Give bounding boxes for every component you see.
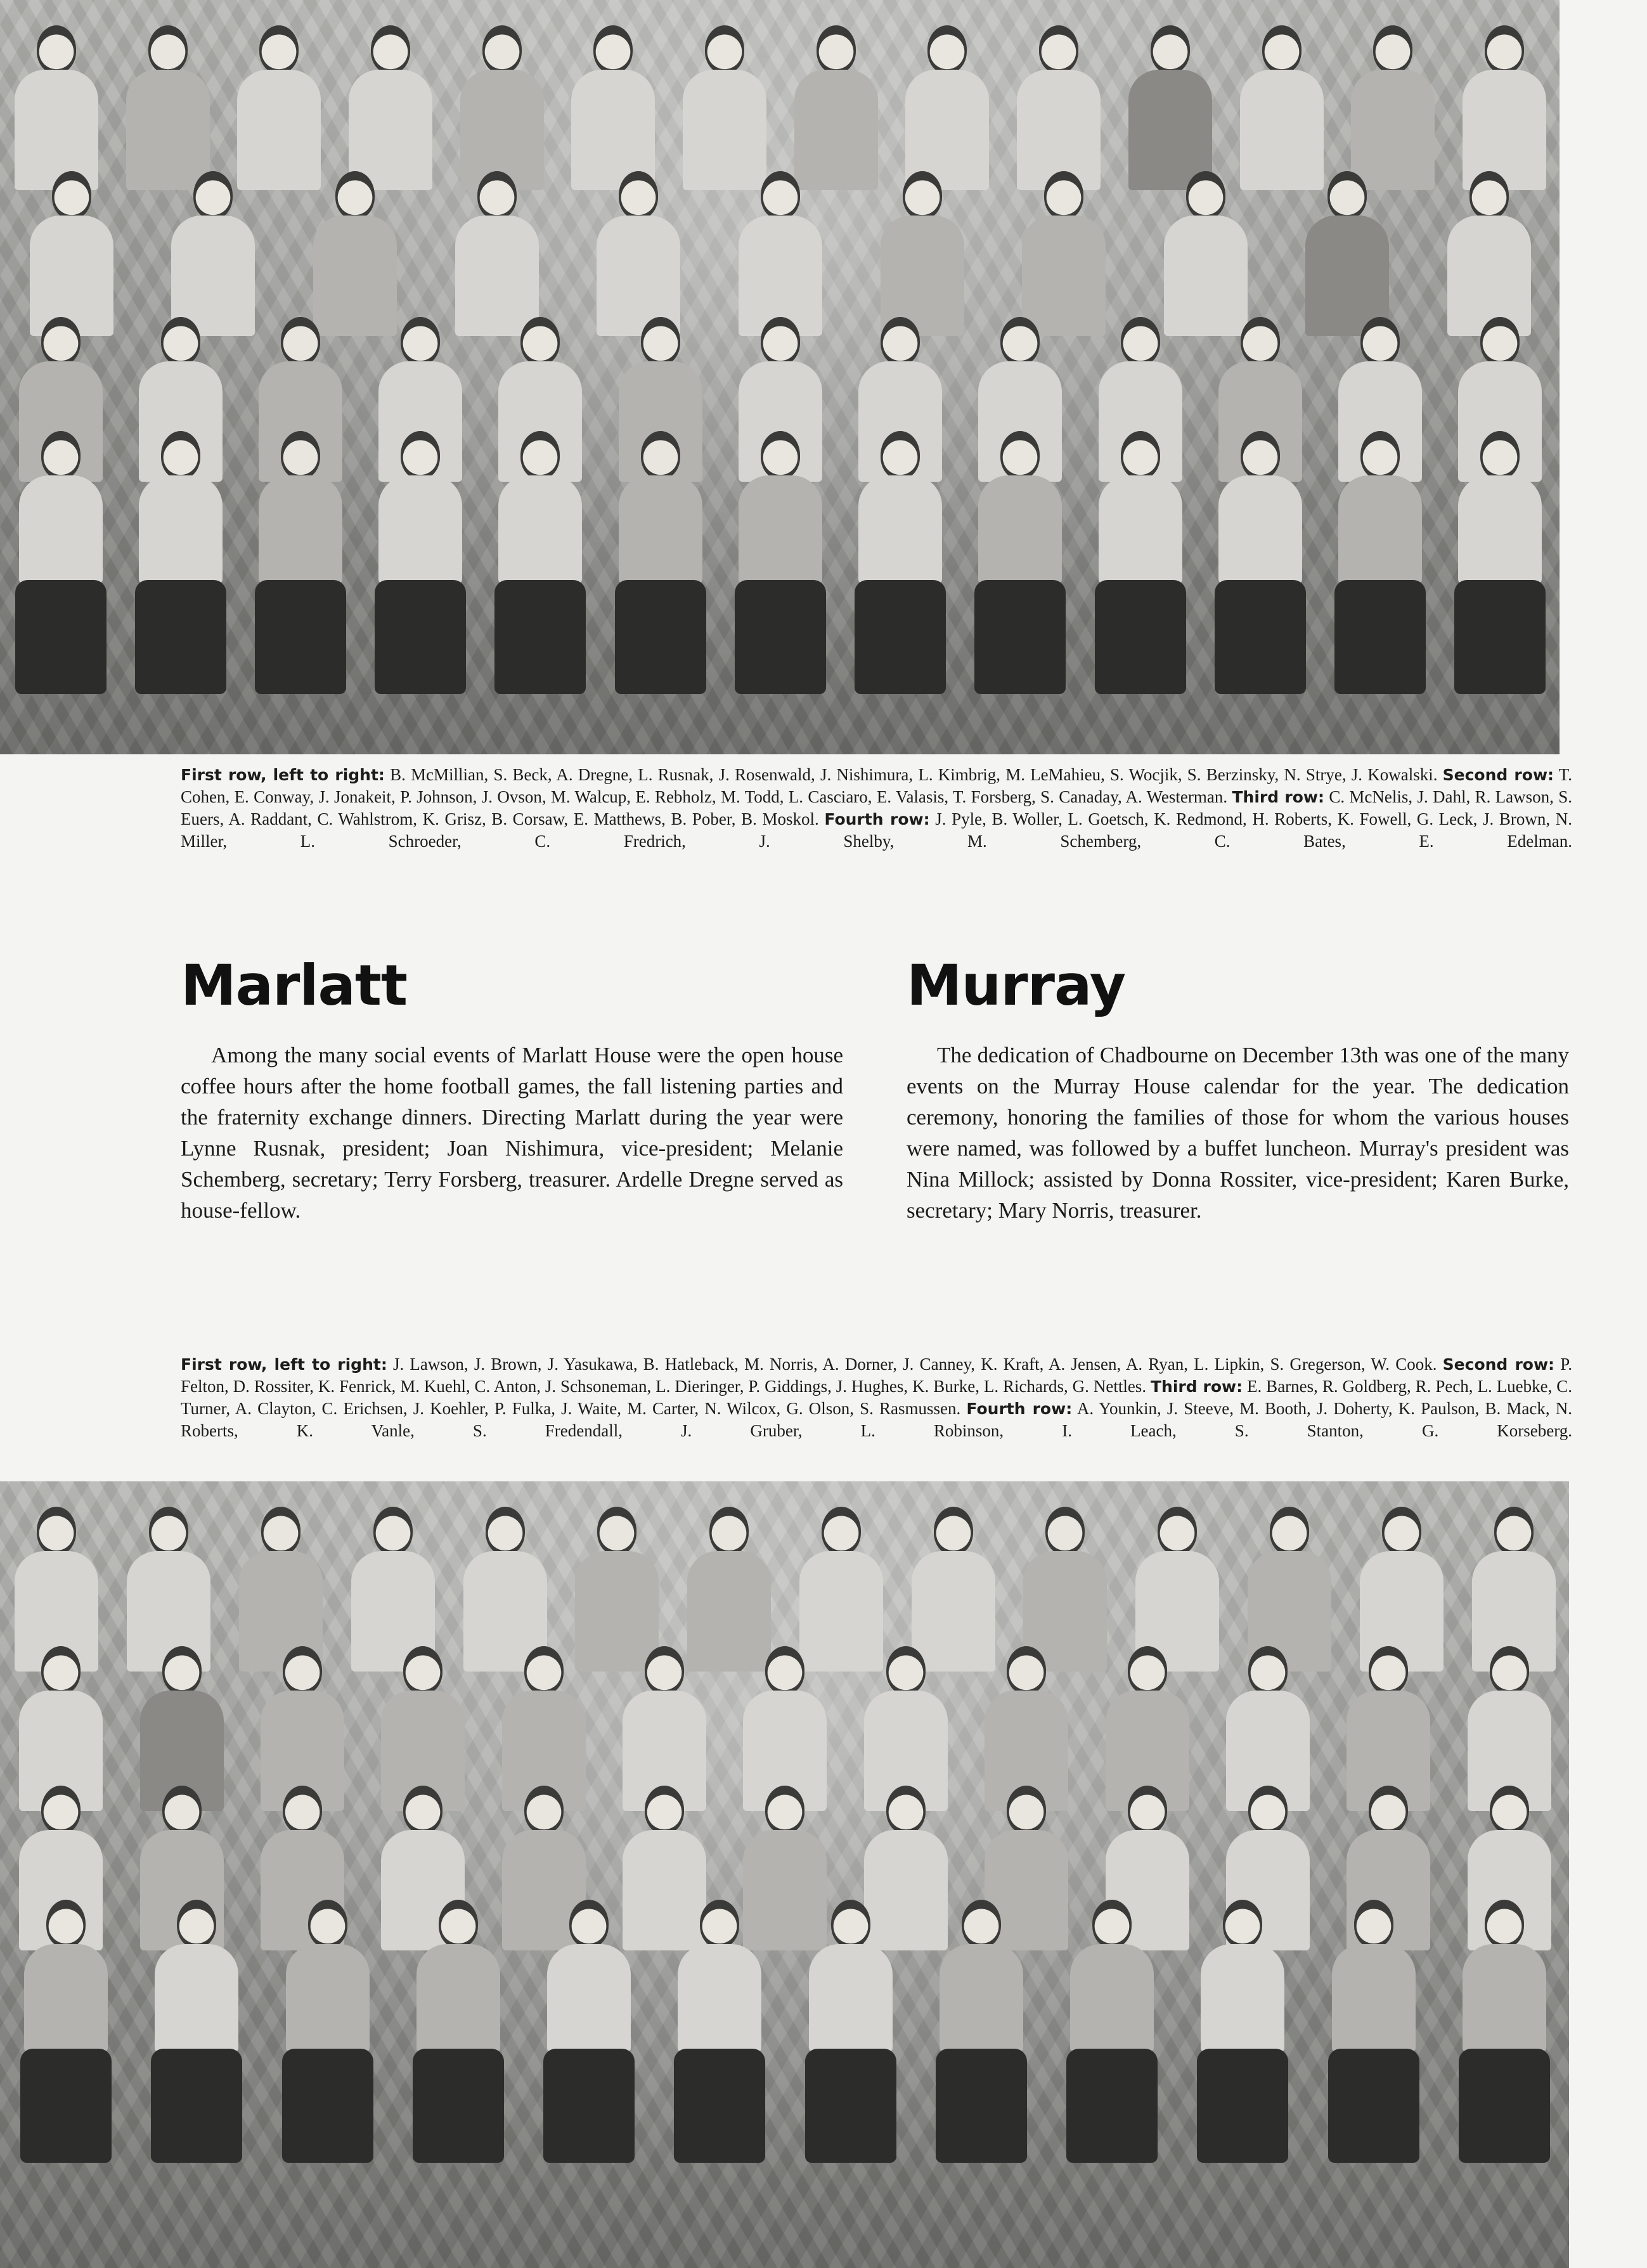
murray-photo-caption: [181, 1353, 1572, 1441]
person: [676, 25, 772, 190]
person: [410, 1900, 505, 2166]
murray-group-photo: [0, 1481, 1569, 2268]
person: [1345, 25, 1440, 190]
person: [231, 25, 326, 190]
person: [1212, 431, 1307, 697]
caption-row-names: B. McMillian, S. Beck, A. Dregne, L. Rusnak, J. Rosenwald, J. Nishimura, L. Kimbrig, M. LeMahieu, S. Wocjik, S. Berzinsky, N. Strye, J. Kowalski.: [384, 765, 1443, 784]
photo-front-row: [0, 431, 1560, 697]
person: [565, 25, 660, 190]
marlatt-photo-caption: [181, 764, 1572, 852]
person: [1158, 171, 1253, 336]
caption-row-label: Third row:: [1232, 788, 1324, 806]
caption-row-label: First row, left to right:: [181, 1355, 387, 1374]
person: [1092, 431, 1187, 697]
person: [788, 25, 883, 190]
caption-row-label: Fourth row:: [824, 810, 930, 828]
person: [612, 431, 707, 697]
person: [120, 25, 215, 190]
caption-row-names: E. Barnes, R. Goldberg, R. Pech, L. Luebke, C. Turner, A. Clayton, C. Erichsen, J. Koehler, P. Fulka, J. Waite, M. Carter, N. Wilcox, G. Olson, S. Rasmussen.: [181, 1377, 1573, 1418]
person: [1234, 25, 1329, 190]
person: [732, 171, 827, 336]
person: [492, 431, 587, 697]
caption-row-names: A. Younkin, J. Steeve, M. Booth, J. Doherty, K. Paulson, B. Mack, N. Roberts, K. Vanle, S. Fredendall, J. Gruber, L. Robinson, I. Leach, S. Stanton, G. Korseberg.: [181, 1399, 1572, 1440]
caption-row-names: T. Cohen, E. Conway, J. Jonakeit, P. Johnson, J. Ovson, M. Walcup, E. Rebholz, M. Todd, L. Casciaro, E. Valasis, T. Forsberg, S. Canaday, A. Westerman.: [181, 765, 1572, 806]
caption-row-names: P. Felton, D. Rossiter, K. Fenrick, M. Kuehl, C. Anton, J. Schsoneman, L. Dieringer, P. Giddings, J. Hughes, K. Burke, L. Richards, G. Nettles.: [181, 1355, 1572, 1396]
person: [23, 171, 119, 336]
person: [972, 431, 1067, 697]
person: [1016, 171, 1111, 336]
person: [590, 171, 685, 336]
person: [852, 431, 947, 697]
person: [132, 431, 228, 697]
photo-second-row: [0, 171, 1560, 336]
caption-row-names: J. Pyle, B. Woller, L. Goetsch, K. Redmond, H. Roberts, K. Fowell, G. Leck, J. Brown, N. Miller, L. Schroeder, C. Fredrich, J. Shelby, M. Schemberg, C. Bates, E. Edelman.: [181, 809, 1572, 851]
person: [541, 1900, 636, 2166]
person: [671, 1900, 766, 2166]
person: [1456, 25, 1551, 190]
person: [874, 171, 969, 336]
person: [1456, 1900, 1551, 2166]
marlatt-paragraph: Among the many social events of Marlatt House were the open house coffee hours after the home football games, the fall listening parties and the fraternity exchange dinners. Directing Marlatt during the year were Lynne Rusnak, president; Joan Nishimura, vice-president; Melanie Schemberg, secretary; Terry Forsberg, treasurer. Ardelle Dregne served as house-fellow.: [181, 1043, 843, 1223]
person: [280, 1900, 375, 2166]
murray-heading: Murray: [907, 953, 1126, 1018]
person: [803, 1900, 898, 2166]
person: [454, 25, 549, 190]
person: [1299, 171, 1394, 336]
person: [252, 431, 347, 697]
person: [342, 25, 437, 190]
person: [1441, 171, 1536, 336]
person: [933, 1900, 1028, 2166]
person: [1326, 1900, 1421, 2166]
person: [1452, 431, 1547, 697]
caption-row-names: J. Lawson, J. Brown, J. Yasukawa, B. Hatleback, M. Norris, A. Dorner, J. Canney, K. Kraft, A. Jensen, A. Ryan, L. Lipkin, S. Gregerson, W. Cook.: [387, 1355, 1443, 1374]
caption-row-label: Third row:: [1150, 1377, 1243, 1396]
person: [732, 431, 827, 697]
person: [165, 171, 260, 336]
caption-row-names: C. McNelis, J. Dahl, R. Lawson, S. Euers, A. Raddant, C. Wahlstrom, K. Grisz, B. Corsaw, E. Matthews, B. Pober, B. Moskol.: [181, 787, 1573, 828]
person: [1011, 25, 1106, 190]
caption-row-label: Second row:: [1442, 1355, 1555, 1374]
photo-front-row: [0, 1900, 1569, 2166]
marlatt-heading: Marlatt: [181, 953, 408, 1018]
person: [13, 431, 108, 697]
photo-back-row: [0, 25, 1560, 190]
caption-row-label: First row, left to right:: [181, 766, 385, 784]
person: [148, 1900, 243, 2166]
person: [307, 171, 402, 336]
marlatt-group-photo: [0, 0, 1560, 754]
murray-paragraph: The dedication of Chadbourne on December 13th was one of the many events on the Murray House calendar for the year. The dedication ceremony, honoring the families of those for whom the various houses were named, was followed by a buffet luncheon. Murray's president was Nina Millock; assisted by Donna Rossiter, vice-president; Karen Burke, secretary; Mary Norris, treasurer.: [907, 1043, 1569, 1223]
person: [449, 171, 544, 336]
person: [899, 25, 994, 190]
person: [1332, 431, 1427, 697]
person: [18, 1900, 113, 2166]
person: [372, 431, 467, 697]
caption-row-label: Second row:: [1442, 766, 1554, 784]
caption-row-label: Fourth row:: [966, 1400, 1073, 1418]
person: [1194, 1900, 1289, 2166]
person: [1064, 1900, 1159, 2166]
person: [8, 25, 103, 190]
person: [1122, 25, 1217, 190]
